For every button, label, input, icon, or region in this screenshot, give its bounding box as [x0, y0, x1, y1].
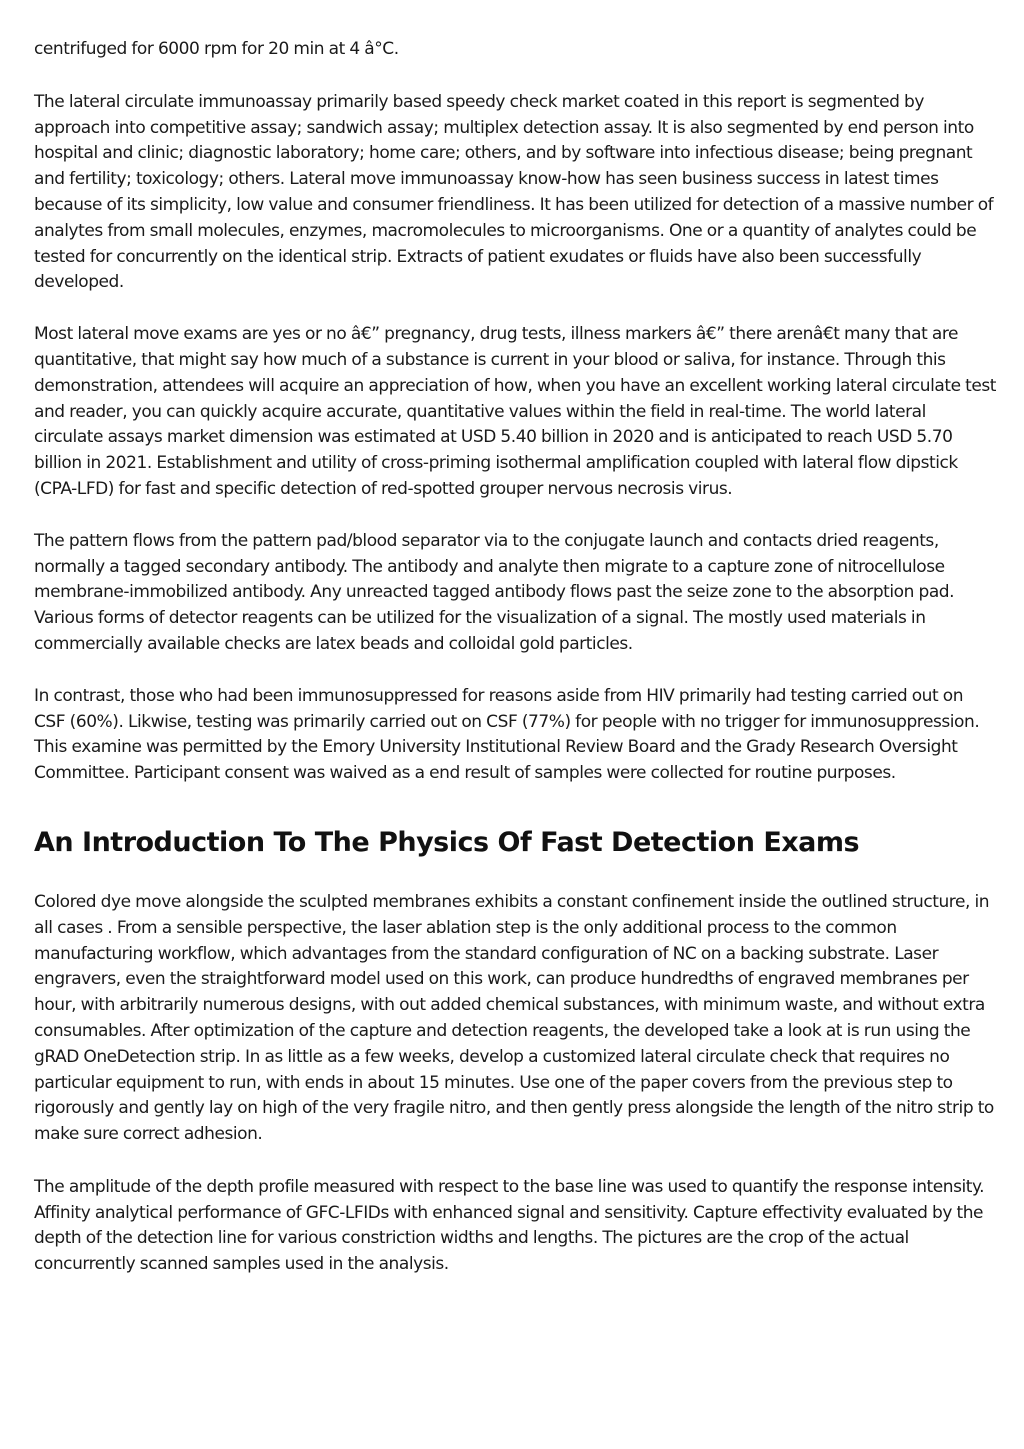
paragraph-depth-profile: The amplitude of the depth profile measured with respect to the base line was used to quantify the response intensity. Affinity analytical performance of GFC-LFIDs with enhanced signal and sensitivity. Capture effectivity evaluated by the depth of the detection line for various constriction widths and lengths. The pictures are the crop of the actual concurrently scanned samples used in the analysis. [34, 1176, 985, 1275]
paragraph-sample-flow: The pattern flows from the pattern pad/blood separator via to the conjugate launch and contacts dried reagents, normally a tagged secondary antibody. The antibody and analyte then migrate to a capture zone of nitrocellulose membrane-immobilized antibody. Any unreacted tagged antibody flows past the seize zone to the absorption pad. Various forms of detector reagents can be utilized for the visualization of a signal. The mostly used materials in commercially available checks are latex beads and colloidal gold particles. [34, 530, 955, 654]
paragraph-market-segmentation: The lateral circulate immunoassay primarily based speedy check market coated in this report is segmented by approach into competitive assay; sandwich assay; multiplex detection assay. It is also segmented by end person into hospital and clinic; diagnostic laboratory; home care; others, and by software into infectious disease; being pregnant and fertility; toxicology; others. Lateral move immunoassay know-how has seen business success in latest times because of its simplicity, low value and consumer friendliness. It has been utilized for detection of a massive number of analytes from small molecules, enzymes, macromolecules to microorganisms. One or a quantity of analytes could be tested for concurrently on the identical strip. Extracts of patient exudates or fluids have also been successfully developed. [34, 91, 994, 293]
paragraph-quantitative-tests: Most lateral move exams are yes or no â€” pregnancy, drug tests, illness markers â€” there arenâ€t many that are quantitative, that might say how much of a substance is current in your blood or saliva, for instance. Through this demonstration, attendees will acquire an appreciation of how, when you have an excellent working lateral circulate test and reader, you can quickly acquire accurate, quantitative values within the field in real-time. The world lateral circulate assays market dimension was estimated at USD 5.40 billion in 2020 and is anticipated to reach USD 5.70 billion in 2021. Establishment and utility of cross-priming isothermal amplification coupled with lateral flow dipstick (CPA-LFD) for fast and specific detection of red-spotted grouper nervous necrosis virus. [34, 324, 996, 499]
section-heading: An Introduction To The Physics Of Fast Detection Exams [34, 826, 860, 858]
paragraph-laser-ablation: Colored dye move alongside the sculpted membranes exhibits a constant confinement inside the outlined structure, in all cases . From a sensible perspective, the laser ablation step is the only additional process to the common manufacturing workflow, which advantages from the standard configuration of NC on a backing substrate. Laser engravers, even the straightforward model used on this work, can produce hundredths of engraved membranes per hour, with arbitrarily numerous designs, with out added chemical substances, with minimum waste, and without extra consumables. After optimization of the capture and detection reagents, the developed take a look at is run using the gRAD OneDetection strip. In as little as a few weeks, develop a customized lateral circulate check that requires no particular equipment to run, with ends in about 15 minutes. Use one of the paper covers from the previous step to rigorously and gently lay on high of the very fragile nitro, and then gently press alongside the length of the nitro strip to make sure correct adhesion. [34, 891, 994, 1145]
article-body [34, 37, 996, 1278]
paragraph-centrifuge-note: centrifuged for 6000 rpm for 20 min at 4 â°C. [34, 39, 399, 59]
paragraph-immunosuppression-study: In contrast, those who had been immunosuppressed for reasons aside from HIV primarily had testing carried out on CSF (60%). Likwise, testing was primarily carried out on CSF (77%) for people with no trigger for immunosuppression. This examine was permitted by the Emory University Institutional Review Board and the Grady Research Oversight Committee. Participant consent was waived as a end result of samples were collected for routine purposes. [34, 685, 980, 784]
